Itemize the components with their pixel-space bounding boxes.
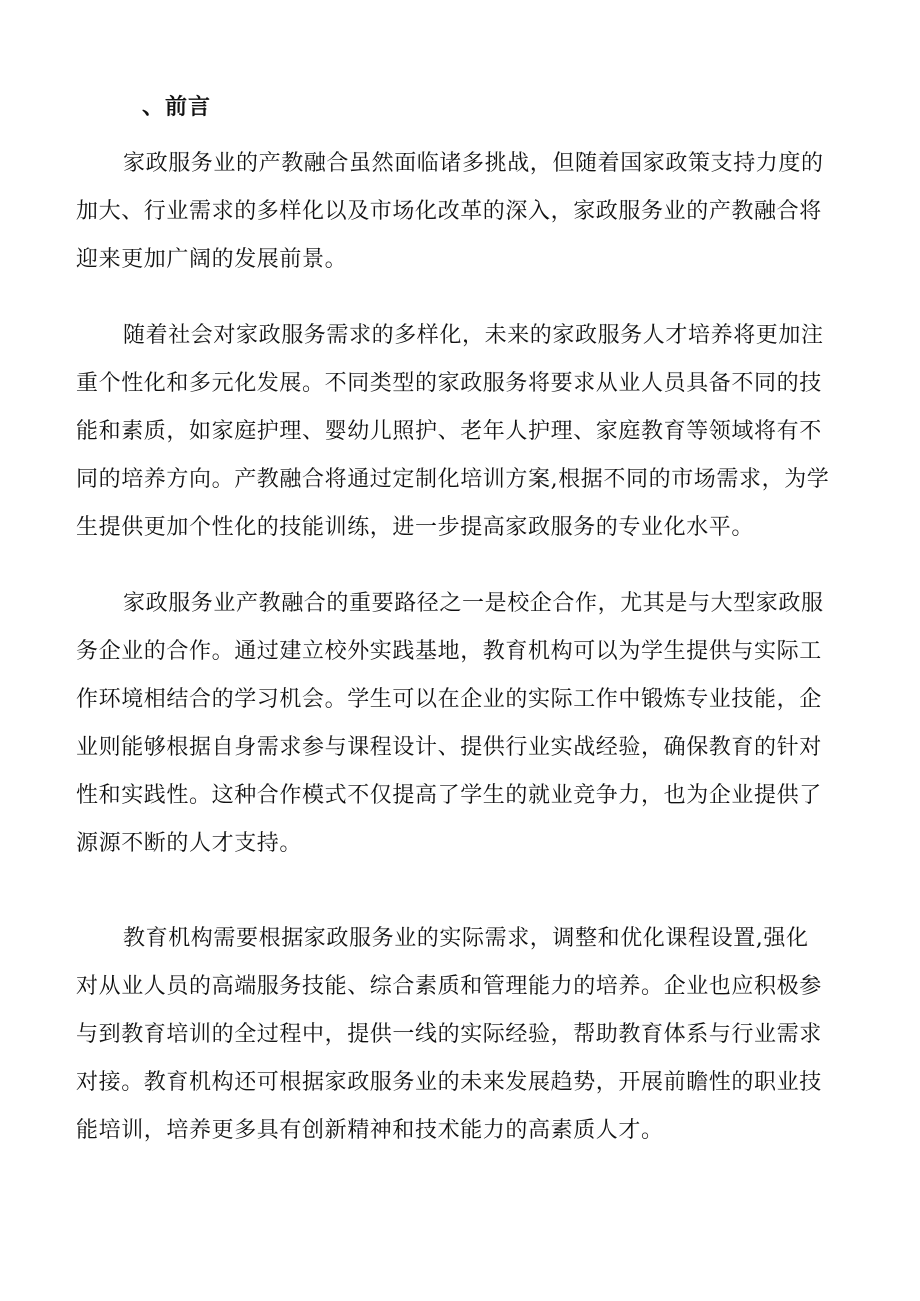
paragraph-2: [76, 312, 846, 552]
paragraph-line: 重个性化和多元化发展。不同类型的家政服务将要求从业人员具备不同的技: [76, 371, 822, 396]
paragraph-line: 家政服务业产教融合的重要路径之一是校企合作，尤其是与大型家政服: [123, 591, 824, 616]
paragraph-line: 性和实践性。这种合作模式不仅提高了学生的就业竞争力，也为企业提供了: [76, 783, 822, 808]
paragraph-line: 能和素质，如家庭护理、婴幼儿照护、老年人护理、家庭教育等领域将有不: [76, 419, 822, 444]
paragraph-line: 与到教育培训的全过程中，提供一线的实际经验，帮助教育体系与行业需求: [76, 1022, 822, 1047]
paragraph-line: 务企业的合作。通过建立校外实践基地，教育机构可以为学生提供与实际工: [76, 639, 822, 664]
paragraph-line: 生提供更加个性化的技能训练，进一步提高家政服务的专业化水平。: [76, 515, 755, 540]
paragraph-line: 对从业人员的高端服务技能、综合素质和管理能力的培养。企业也应积极参: [76, 974, 822, 999]
paragraph-3: [76, 580, 846, 868]
paragraph-line: 加大、行业需求的多样化以及市场化改革的深入，家政服务业的产教融合将: [76, 199, 822, 224]
paragraph-line: 源源不断的人才支持。: [76, 831, 303, 856]
paragraph-line: 迎来更加广阔的发展前景。: [76, 247, 348, 272]
paragraph-line: 能培训，培养更多具有创新精神和技术能力的高素质人才。: [76, 1118, 664, 1143]
paragraph-1: [76, 140, 846, 284]
paragraph-4: [76, 915, 846, 1155]
paragraph-line: 随着社会对家政服务需求的多样化，未来的家政服务人才培养将更加注: [123, 323, 824, 348]
paragraph-line: 对接。教育机构还可根据家政服务业的未来发展趋势，开展前瞻性的职业技: [76, 1070, 822, 1095]
section-heading: 、前言: [142, 94, 212, 120]
paragraph-line: 教育机构需要根据家政服务业的实际需求，调整和优化课程设置,强化: [123, 926, 809, 951]
paragraph-line: 业则能够根据自身需求参与课程设计、提供行业实战经验，确保教育的针对: [76, 735, 822, 760]
paragraph-line: 作环境相结合的学习机会。学生可以在企业的实际工作中锻炼专业技能，企: [76, 687, 822, 712]
paragraph-line: 同的培养方向。产教融合将通过定制化培训方案,根据不同的市场需求，为学: [76, 467, 830, 492]
paragraph-line: 家政服务业的产教融合虽然面临诸多挑战，但随着国家政策支持力度的: [123, 151, 824, 176]
